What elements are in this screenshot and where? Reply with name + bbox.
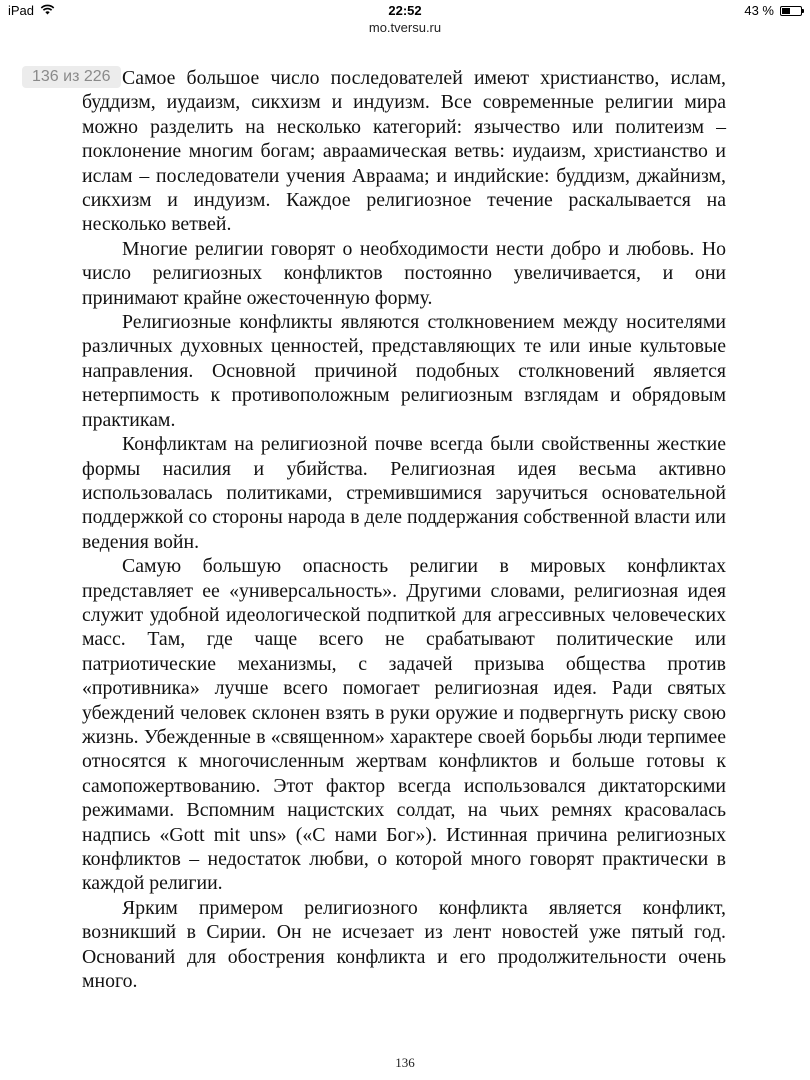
paragraph: Самое большое число последователей имеют христианство, ислам, буддизм, иудаизм, сикхизм и индуизм. Все современные религии мира можно разделить на несколько категорий: язычество или политеизм – поклонение многим богам; авраамическая ветвь: иудаизм, христианство и ислам – последователи учения Авраама; и индийские: буддизм, джайнизм, сикхизм и индуизм. Каждое религиозное течение раскалывается на несколько ветвей. [82, 67, 726, 236]
url-text: mo.tversu.ru [368, 20, 442, 35]
paragraph: Самую большую опасность религии в мировых конфликтах представляет ее «универсальность». Другими словами, религиозная идея служит удобной идеологической подпиткой для агрессивных человеческих масс. Там, где чаще всего не срабатывают политические или патриотические механизмы, с задачей призыва общества против «противника» лучше всего помогает религиозная идея. Ради святых убеждений человек склонен взять в руки оружие и подвергнуть риску свою жизнь. Убежденные в «священном» характере своей борьбы люди терпимее относятся к многочисленным жертвам конфликтов и больше готовы к самопожертвованию. Этот фактор всегда использовался диктаторскими режимами. Вспомним нацистских солдат, на чьих ремнях красовалась надпись «Gott mit uns» («С нами Бог»). Истинная причина религиозных конфликтов – недостаток любви, о которой много говорят практически в каждой религии. [82, 555, 726, 895]
address-bar[interactable] [0, 20, 810, 38]
paragraph: Религиозные конфликты являются столкновением между носителями различных духовных ценностей, представляющих те или иные культовые направления. Основной причиной подобных столкновений является нетерпимость к противоположным религиозным взглядам и обрядовым практикам. [82, 311, 726, 431]
paragraph: Многие религии говорят о необходимости нести добро и любовь. Но число религиозных конфликтов постоянно увеличивается, и они принимают крайне ожесточенную форму. [82, 237, 726, 309]
clock: 22:52 [388, 3, 422, 18]
page-counter: 136 из 226 [22, 66, 121, 88]
status-right [744, 3, 802, 18]
battery-icon [780, 6, 802, 16]
paragraph: Ярким примером религиозного конфликта является конфликт, возникший в Сирии. Он не исчезает из лент новостей уже пятый год. Оснований для обострения конфликта и его продолжительности очень много. [82, 896, 726, 993]
device-name: iPad [8, 3, 35, 18]
battery-level [782, 8, 790, 14]
page-number: 136 [395, 1055, 415, 1070]
status-bar [0, 0, 810, 20]
document-body [82, 66, 726, 993]
battery-percent: 43 % [744, 3, 774, 18]
paragraph: Конфликтам на религиозной почве всегда были свойственны жесткие формы насилия и убийства. Религиозная идея весьма активно использовалась политиками, стремившимися заручиться основательной поддержкой со стороны народа в деле поддержания собственной власти или ведения войн. [82, 433, 726, 553]
